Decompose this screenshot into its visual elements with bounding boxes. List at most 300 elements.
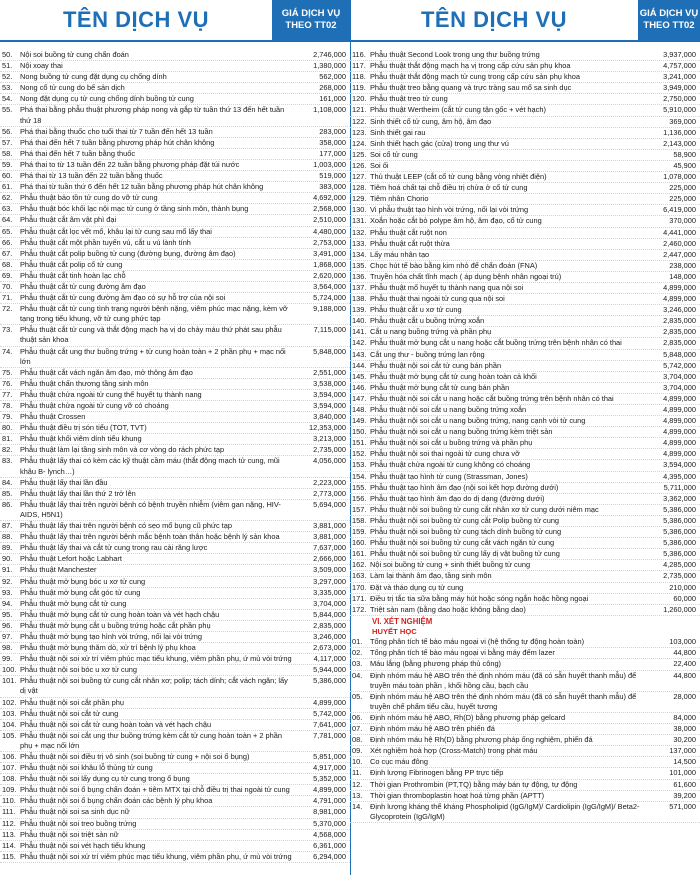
service-price: 4,899,000	[663, 393, 696, 403]
service-name: Phẫu thuật cắt tử cung và thắt động mạch hạ vị do chảy máu thứ phát sau phẫu thuật sản khoa	[20, 325, 282, 345]
service-number: 62.	[2, 193, 13, 203]
service-number: 158.	[352, 515, 367, 525]
service-number: 01.	[352, 637, 363, 647]
service-number: 108.	[2, 774, 17, 784]
service-name: Thời gian thromboplastin hoạt hoá từng phần (APTT)	[370, 790, 545, 800]
service-row	[350, 757, 700, 768]
service-row	[350, 50, 700, 61]
service-name: Phẫu thuật mở bụng cắt u nang hoặc cắt buồng trứng trên bệnh nhân có thai	[370, 338, 622, 348]
service-name: Phẫu thuật lấy thai có kèm các kỹ thuật cầm máu (thắt động mạch tử cung, mũi khâu B- lynch…)	[20, 456, 280, 476]
service-row	[0, 182, 350, 193]
service-price: 3,594,000	[313, 401, 346, 410]
service-row	[350, 327, 700, 338]
service-row	[350, 239, 700, 250]
service-price: 5,742,000	[663, 360, 696, 370]
service-row	[350, 692, 700, 713]
service-number: 53.	[2, 83, 13, 93]
service-row	[350, 194, 700, 205]
service-number: 94.	[2, 598, 13, 608]
service-number: 55.	[2, 105, 13, 115]
service-name: Phá thai to từ 13 tuần đến 22 tuần bằng phương pháp đặt túi nước	[20, 159, 240, 169]
service-row	[0, 819, 350, 830]
service-number: 111.	[2, 807, 16, 817]
service-name: Phẫu thuật cắt một phần tuyến vú, cắt u vú lành tính	[20, 237, 191, 247]
service-name: Tổng phân tích tế bào máu ngoại vi bằng máy đếm lazer	[370, 648, 555, 658]
service-number: 157.	[352, 504, 367, 514]
service-row	[350, 83, 700, 94]
service-number: 02.	[352, 648, 363, 658]
service-number: 90.	[2, 554, 13, 564]
service-row	[0, 271, 350, 282]
service-name: Phẫu thuật nội soi cắt tử cung hoàn toàn và vét hạch chậu	[20, 719, 212, 729]
service-name: Định nhóm máu hệ ABO, Rh(D) bằng phương pháp gelcard	[370, 712, 566, 722]
service-name: Phẫu thuật nội soi cắt ung thư buồng trứng kèm cắt tử cung hoàn toàn + 2 phần phụ + mạc nối lớn	[20, 730, 282, 750]
service-row	[0, 830, 350, 841]
left-header	[0, 0, 350, 42]
service-name: Phẫu thuật cắt u buồng trứng xoắn	[370, 316, 485, 326]
service-number: 112.	[2, 818, 16, 828]
service-row	[350, 449, 700, 460]
service-price: 4,568,000	[313, 829, 346, 839]
service-name: Phá thai đến hết 7 tuần bằng thuốc	[20, 148, 136, 158]
service-price: 2,753,000	[313, 237, 346, 247]
service-price: 2,568,000	[313, 204, 346, 214]
service-price: 5,386,000	[663, 538, 696, 548]
service-number: 150.	[352, 427, 367, 437]
service-price: 3,509,000	[313, 565, 346, 575]
service-price: 14,500	[673, 757, 696, 767]
service-name: Nội soi buồng tử cung + sinh thiết buồng tử cung	[370, 560, 531, 570]
service-name: Phẫu thuật cắt tử cung đường âm đạo	[20, 281, 146, 291]
service-price: 12,353,000	[309, 423, 346, 433]
service-name: Phẫu thuật mở bụng bóc u xơ tử cung	[20, 576, 146, 586]
service-row	[0, 543, 350, 554]
service-number: 52.	[2, 72, 13, 82]
service-price: 3,881,000	[313, 532, 346, 542]
service-name: Phẫu thuật tạo hình tử cung (Strassman, Jones)	[370, 471, 528, 481]
service-number: 160.	[352, 538, 367, 548]
service-row	[0, 621, 350, 632]
service-number: 77.	[2, 389, 13, 399]
service-name: Phẫu thuật cắt tinh hoàn lạc chỗ	[20, 270, 126, 280]
left-price-header-line1: GIÁ DỊCH VỤ	[281, 8, 341, 19]
service-row	[350, 713, 700, 724]
service-price: 3,564,000	[313, 281, 346, 291]
service-number: 81.	[2, 434, 13, 444]
service-row	[0, 193, 350, 204]
service-price: 370,000	[669, 216, 696, 226]
service-number: 58.	[2, 148, 13, 158]
service-name: Phẫu thuật nội soi treo buồng trứng	[20, 818, 137, 828]
service-number: 149.	[352, 416, 367, 426]
right-price-header-line2: THEO TT02	[643, 20, 695, 31]
service-row	[0, 807, 350, 818]
service-number: 172.	[352, 604, 367, 614]
service-name: Máu lắng (bằng phương pháp thủ công)	[370, 659, 502, 669]
service-name: Phẫu thuật lấy thai trên người bệnh có sẹo mổ bụng cũ phức tạp	[20, 521, 232, 531]
service-row	[0, 368, 350, 379]
service-name: Phẫu thuật nội soi cắt u buồng trứng và phần phụ	[370, 438, 533, 448]
service-row	[0, 796, 350, 807]
service-row	[0, 83, 350, 94]
service-price: 358,000	[319, 137, 346, 147]
service-row	[350, 494, 700, 505]
service-number: 154.	[352, 471, 367, 481]
service-number: 64.	[2, 215, 13, 225]
service-row	[350, 516, 700, 527]
service-row	[0, 127, 350, 138]
service-name: Nong cổ tử cung do bế sản dịch	[20, 83, 125, 93]
service-row	[0, 841, 350, 852]
service-number: 142.	[352, 338, 367, 348]
service-price: 3,246,000	[313, 631, 346, 641]
service-price: 7,115,000	[313, 325, 346, 335]
service-name: Phẫu thuật mở bụng cắt tử cung	[20, 598, 127, 608]
service-name: Phẫu thuật tạo hình âm đạo (nội soi kết hợp đường dưới)	[370, 482, 559, 492]
service-number: 98.	[2, 643, 13, 653]
service-name: Phá thai bằng thuốc cho tuổi thai từ 7 tuần đến hết 13 tuần	[20, 126, 213, 136]
service-name: Phẫu thuật thắt động mạch hạ vị trong cấp cứu sản phụ khoa	[370, 61, 571, 71]
service-number: 134.	[352, 249, 367, 259]
service-price: 5,386,000	[663, 515, 696, 525]
service-name: Phẫu thuật nội soi sa sinh dục nữ	[20, 807, 130, 817]
service-name: Phẫu thuật cắt ruột non	[370, 227, 447, 237]
service-row	[0, 401, 350, 412]
service-price: 5,386,000	[663, 527, 696, 537]
service-number: 06.	[352, 712, 363, 722]
service-price: 39,200	[673, 790, 696, 800]
service-price: 2,551,000	[313, 367, 346, 377]
service-number: 161.	[352, 549, 367, 559]
service-row	[0, 720, 350, 731]
service-name: Phẫu thuật Manchester	[20, 565, 97, 575]
service-row	[350, 648, 700, 659]
service-price: 4,899,000	[313, 697, 346, 707]
service-name: Phẫu thuật nội soi cắt tử cung	[20, 708, 119, 718]
service-name: Điều trị tắc tia sữa bằng máy hút hoặc sóng ngắn hoặc hồng ngoại	[370, 593, 589, 603]
service-row	[0, 282, 350, 293]
service-name: Phẫu thuật tạo hình âm đạo do dị dạng (đường dưới)	[370, 493, 545, 503]
service-number: 72.	[2, 304, 13, 314]
service-row	[0, 138, 350, 149]
service-number: 67.	[2, 248, 13, 258]
service-price: 7,641,000	[313, 719, 346, 729]
service-number: 56.	[2, 126, 13, 136]
service-price: 1,868,000	[313, 259, 346, 269]
service-row	[0, 304, 350, 325]
service-name: Tiêm hoá chất tại chỗ điều trị chửa ở cổ tử cung	[370, 183, 528, 193]
service-price: 4,395,000	[663, 471, 696, 481]
service-name: Phẫu thuật lấy thai trên người bệnh mắc bệnh toàn thân hoặc bệnh lý sản khoa	[20, 532, 280, 542]
service-price: 4,899,000	[313, 785, 346, 795]
service-row	[350, 228, 700, 239]
service-name: Phẫu thuật mở bụng thăm dò, xử trí bệnh lý phụ khoa	[20, 643, 196, 653]
service-name: Định lượng Fibrinogen bằng PP trực tiếp	[370, 768, 504, 778]
service-price: 1,108,000	[313, 105, 346, 115]
service-number: 113.	[2, 829, 16, 839]
service-price: 3,594,000	[663, 460, 696, 470]
service-name: Phẫu thuật Crossen	[20, 412, 86, 422]
service-number: 131.	[352, 216, 367, 226]
service-name: Định nhóm máu hệ ABO trên phiến đá	[370, 724, 495, 734]
service-number: 03.	[352, 659, 363, 669]
service-name: Phẫu thuật nội soi buồng tử cung cắt Polip buồng tử cung	[370, 515, 560, 525]
service-row	[0, 412, 350, 423]
service-price: 383,000	[319, 182, 346, 192]
service-row	[0, 478, 350, 489]
service-price: 2,735,000	[313, 445, 346, 455]
service-number: 04.	[352, 670, 363, 680]
service-price: 137,000	[669, 746, 696, 756]
service-number: 80.	[2, 423, 13, 433]
service-name: Sinh thiết cổ tử cung, âm hộ, âm đạo	[370, 116, 492, 126]
service-price: 5,848,000	[313, 346, 346, 356]
service-row	[0, 521, 350, 532]
right-price-header-line1: GIÁ DỊCH VỤ	[639, 8, 699, 19]
service-price: 5,694,000	[313, 499, 346, 509]
service-price: 101,000	[669, 768, 696, 778]
service-name: Phẫu thuật chửa ngoài tử cung vỡ có choáng	[20, 401, 169, 410]
service-number: 99.	[2, 654, 13, 664]
service-row	[0, 610, 350, 621]
service-number: 125.	[352, 149, 367, 159]
service-price: 3,937,000	[663, 50, 696, 59]
service-price: 4,757,000	[663, 61, 696, 71]
service-price: 2,620,000	[313, 270, 346, 280]
service-number: 153.	[352, 460, 367, 470]
service-price: 1,380,000	[313, 61, 346, 71]
service-number: 119.	[352, 83, 366, 93]
service-price: 22,400	[673, 659, 696, 669]
service-name: Phẫu thuật làm lại tầng sinh môn và cơ vòng do rách phức tạp	[20, 445, 225, 455]
service-price: 1,003,000	[313, 159, 346, 169]
service-row	[0, 665, 350, 676]
service-row	[0, 500, 350, 521]
service-row	[0, 654, 350, 665]
service-name: Phẫu thuật điều trị són tiểu (TOT, TVT)	[20, 423, 147, 433]
service-row	[350, 659, 700, 670]
service-number: 123.	[352, 127, 367, 137]
service-price: 38,000	[673, 724, 696, 734]
service-row	[350, 372, 700, 383]
service-number: 84.	[2, 477, 13, 487]
service-row	[350, 472, 700, 483]
service-row	[0, 72, 350, 83]
service-price: 4,117,000	[313, 654, 346, 664]
service-number: 138.	[352, 294, 367, 304]
service-price: 148,000	[669, 271, 696, 281]
service-row	[350, 483, 700, 494]
service-row	[0, 94, 350, 105]
service-name: Xoắn hoặc cắt bỏ polype âm hộ, âm đạo, cổ tử cung	[370, 216, 542, 226]
service-price: 2,673,000	[313, 643, 346, 653]
service-name: Phẫu thuật nội soi cắt u nang buồng trứng kèm triệt sản	[370, 427, 553, 437]
service-number: 139.	[352, 305, 367, 315]
service-row	[350, 724, 700, 735]
service-name: Phẫu thuật cắt âm vật phì đại	[20, 215, 117, 225]
service-name: Soi ối	[370, 160, 389, 170]
service-price: 7,637,000	[313, 543, 346, 553]
service-price: 1,260,000	[663, 604, 696, 614]
service-row	[350, 746, 700, 757]
service-row	[0, 227, 350, 238]
service-row	[0, 763, 350, 774]
service-number: 148.	[352, 405, 367, 414]
service-number: 12.	[352, 779, 363, 789]
service-row	[350, 316, 700, 327]
service-number: 11.	[352, 768, 362, 778]
service-price: 2,143,000	[663, 138, 696, 148]
service-name: Phẫu thuật cắt lọc vết mổ, khâu lại tử cung sau mổ lấy thai	[20, 226, 212, 236]
service-name: Phẫu thuật nội soi buồng tử cung cắt nhân xơ tử cung dưới niêm mạc	[370, 504, 599, 514]
service-row	[350, 338, 700, 349]
service-name: Vi phẫu thuật tạo hình vòi trứng, nối lại vòi trứng	[370, 205, 529, 215]
service-price: 3,704,000	[663, 382, 696, 392]
service-number: 59.	[2, 159, 13, 169]
service-row	[350, 139, 700, 150]
service-name: Phẫu thuật Lefort hoặc Labhart	[20, 554, 122, 564]
service-number: 88.	[2, 532, 13, 542]
service-name: Phẫu thuật mổ huyết tụ thành nang qua nội soi	[370, 282, 524, 292]
service-name: Phẫu thuật mở bụng tạo hình vòi trứng, nối lại vòi trứng	[20, 631, 202, 641]
service-price: 4,791,000	[313, 796, 346, 806]
service-row	[350, 802, 700, 823]
service-row	[0, 204, 350, 215]
service-row	[350, 637, 700, 648]
service-row	[0, 347, 350, 368]
service-name: Phẫu thuật mở bụng cắt tử cung bán phần	[370, 382, 510, 392]
service-number: 143.	[352, 349, 367, 359]
service-price: 225,000	[669, 183, 696, 193]
service-price: 2,835,000	[663, 327, 696, 337]
service-price: 5,848,000	[663, 349, 696, 359]
service-number: 122.	[352, 116, 367, 126]
service-price: 5,844,000	[313, 609, 346, 619]
service-name: Làm lại thành âm đạo, tầng sinh môn	[370, 571, 492, 581]
service-price: 5,711,000	[663, 482, 696, 492]
service-number: 130.	[352, 205, 367, 215]
service-name: Phẫu thuật nội soi cắt phần phụ	[20, 697, 124, 707]
service-name: Phẫu thuật nội soi xử trí viêm phúc mạc tiểu khung, viêm phần phụ, ứ mủ vòi trứng	[20, 654, 292, 664]
service-name: Phẫu thuật cắt ruột thừa	[370, 238, 450, 248]
service-name: Phẫu thuật nội soi triệt sản nữ	[20, 829, 119, 839]
service-row	[0, 774, 350, 785]
service-name: Phẫu thuật bóc khối lạc nội mạc tử cung ở tầng sinh môn, thành bụng	[20, 204, 249, 214]
service-number: 97.	[2, 631, 13, 641]
service-price: 8,981,000	[313, 807, 346, 817]
lab-service-list	[350, 637, 700, 823]
service-price: 3,362,000	[663, 493, 696, 503]
service-number: 63.	[2, 204, 13, 214]
service-price: 283,000	[319, 126, 346, 136]
left-price-header	[272, 0, 350, 40]
service-name: Đặt và tháo dụng cụ tử cung	[370, 582, 464, 592]
service-number: 107.	[2, 763, 17, 773]
service-number: 152.	[352, 449, 367, 459]
service-number: 70.	[2, 281, 13, 291]
service-price: 5,370,000	[313, 818, 346, 828]
service-number: 09.	[352, 746, 363, 756]
service-price: 4,899,000	[663, 438, 696, 448]
service-name: Phẫu thuật nội soi điều trị vô sinh (soi buồng tử cung + nội soi ổ bụng)	[20, 752, 250, 761]
service-name: Phá thai từ 13 tuần đến 22 tuần bằng thuốc	[20, 171, 163, 181]
service-row	[0, 325, 350, 346]
service-row	[350, 128, 700, 139]
service-price: 3,241,000	[663, 72, 696, 82]
service-price: 4,285,000	[663, 560, 696, 570]
service-number: 57.	[2, 137, 13, 147]
service-name: Phẫu thuật treo bằng quang và trực tràng sau mổ sa sinh dục	[370, 83, 572, 93]
left-title: TÊN DỊCH VỤ	[62, 7, 210, 32]
service-row	[0, 423, 350, 434]
service-price: 4,692,000	[313, 193, 346, 203]
service-name: Cắt ung thư - buồng trứng lan rộng	[370, 349, 485, 359]
service-row	[350, 150, 700, 161]
service-name: Phẫu thuật bảo tồn tử cung do vỡ tử cung	[20, 193, 158, 203]
service-price: 2,835,000	[663, 338, 696, 348]
service-number: 105.	[2, 730, 17, 740]
service-price: 161,000	[319, 94, 346, 104]
service-row	[350, 671, 700, 692]
service-number: 76.	[2, 378, 13, 388]
service-row	[350, 735, 700, 746]
service-price: 210,000	[669, 582, 696, 592]
service-price: 519,000	[319, 171, 346, 181]
service-name: Phẫu thuật Wertheim (cắt tử cung tận gốc + vét hạch)	[370, 105, 546, 115]
service-name: Phẫu thuật thắt động mạch tử cung trong cấp cứu sản phụ khoa	[370, 72, 580, 82]
service-number: 93.	[2, 587, 13, 597]
left-price-header-line2: THEO TT02	[285, 20, 337, 31]
service-price: 3,949,000	[663, 83, 696, 93]
service-row	[350, 583, 700, 594]
service-number: 89.	[2, 543, 13, 553]
service-price: 3,594,000	[313, 389, 346, 399]
service-row	[0, 434, 350, 445]
service-row	[0, 171, 350, 182]
service-name: Phẫu thuật treo tử cung	[370, 94, 448, 104]
service-name: Phẫu thuật nội soi ổ bụng chẩn đoán + tiêm MTX tại chỗ điều trị thai ngoài tử cung	[20, 785, 290, 795]
right-column	[350, 0, 700, 875]
service-name: Phẫu thuật lấy thai và cắt tử cung trong rau cài răng lược	[20, 543, 208, 553]
service-number: 162.	[352, 560, 367, 570]
service-number: 95.	[2, 609, 13, 619]
service-name: Phẫu thuật nội soi thai ngoài tử cung chưa vỡ	[370, 449, 520, 459]
service-number: 145.	[352, 371, 367, 381]
service-row	[350, 780, 700, 791]
service-row	[350, 560, 700, 571]
service-number: 106.	[2, 752, 17, 761]
service-number: 54.	[2, 94, 13, 104]
service-number: 65.	[2, 226, 13, 236]
service-row	[350, 183, 700, 194]
service-row	[0, 588, 350, 599]
service-name: Phẫu thuật mở bụng cắt tử cung hoàn toàn cả khối	[370, 371, 537, 381]
service-name: Phá thai đến hết 7 tuần bằng phương pháp hút chân không	[20, 137, 215, 147]
service-price: 1,136,000	[663, 127, 696, 137]
service-price: 3,538,000	[313, 378, 346, 388]
service-price: 61,600	[673, 779, 696, 789]
service-name: Phẫu thuật cắt tử cung tình trạng người bệnh nặng, viêm phúc mạc nặng, kèm vỡ tạng trong tiểu khung, vỡ tử cung phức tạp	[20, 304, 288, 324]
service-row	[0, 456, 350, 477]
right-price-header	[638, 0, 700, 40]
service-price: 3,213,000	[313, 434, 346, 444]
service-row	[0, 676, 350, 697]
service-row	[350, 571, 700, 582]
service-row	[0, 785, 350, 796]
service-price: 58,900	[673, 149, 696, 159]
service-row	[0, 577, 350, 588]
service-row	[350, 605, 700, 616]
